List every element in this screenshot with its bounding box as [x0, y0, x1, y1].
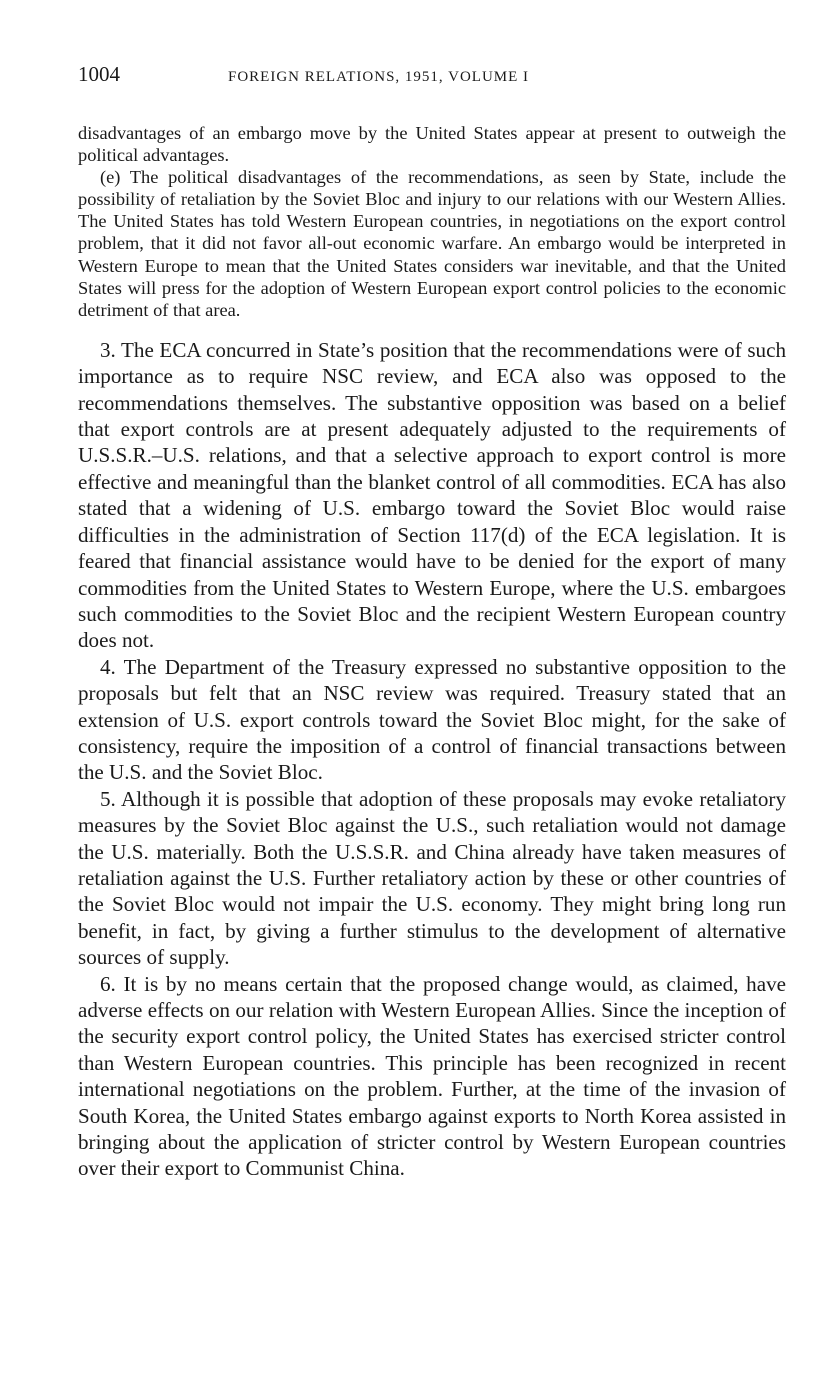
- paragraph-4: 4. The Department of the Treasury expressed no substantive opposition to the proposals but felt that an NSC review was required. Treasury stated that an extension of U.S. export controls toward the Soviet Bloc might, for the sake of consistency, require the imposition of a control of financial transactions between the U.S. and the Soviet Bloc.: [78, 654, 786, 785]
- document-page: [78, 62, 786, 1182]
- paragraph-6: 6. It is by no means certain that the proposed change would, as claimed, have adverse effects on our relation with Western European Allies. Since the inception of the security export control policy, the United States has exercised stricter control than Western European countries. This principle has been recognized in recent international negotiations on the problem. Further, at the time of the invasion of South Korea, the United States embargo against exports to North Korea assisted in bringing about the application of stricter control by Western European countries over their export to Communist China.: [78, 971, 786, 1181]
- paragraph-5: 5. Although it is possible that adoption of these proposals may evoke retaliatory measures by the Soviet Bloc against the U.S., such retaliation would not damage the U.S. materially. Both the U.S.S.R. and China already have taken measures of retaliation against the U.S. Further retaliatory action by these or other countries of the Soviet Bloc would not impair the U.S. economy. They might bring long run benefit, in fact, by giving a further stimulus to the development of alternative sources of supply.: [78, 786, 786, 970]
- paragraph-e: (e) The political disadvantages of the recommendations, as seen by State, include the possibility of retaliation by the Soviet Bloc and injury to our relations with our Western Allies. The United States has told Western European countries, in negotiations on the export control problem, that it did not favor all-out economic warfare. An embargo would be interpreted in Western Europe to mean that the United States considers war inevitable, and that the United States will press for the adoption of Western European export control policies to the economic detriment of that area.: [78, 167, 786, 320]
- paragraph-3: 3. The ECA concurred in State’s position that the recommendations were of such importance as to require NSC review, and ECA also was opposed to the recommendations themselves. The substantive opposition was based on a belief that export controls are at present adequately adjusted to the requirements of U.S.S.R.–U.S. relations, and that a selective approach to export control is more effective and meaningful than the blanket control of all commodities. ECA has also stated that a widening of U.S. embargo toward the Soviet Bloc would raise difficulties in the administration of Section 117(d) of the ECA legislation. It is feared that financial assistance would have to be denied for the export of many commodities from the United States to Western Europe, where the U.S. embargoes such commodities to the Soviet Bloc and the recipient Western European country does not.: [78, 337, 786, 653]
- running-header: [78, 62, 786, 102]
- paragraph-continuation: disadvantages of an embargo move by the United States appear at present to outweigh the political advantages.: [78, 123, 786, 166]
- page-number: 1004: [78, 62, 120, 86]
- running-title: FOREIGN RELATIONS, 1951, VOLUME I: [228, 69, 530, 85]
